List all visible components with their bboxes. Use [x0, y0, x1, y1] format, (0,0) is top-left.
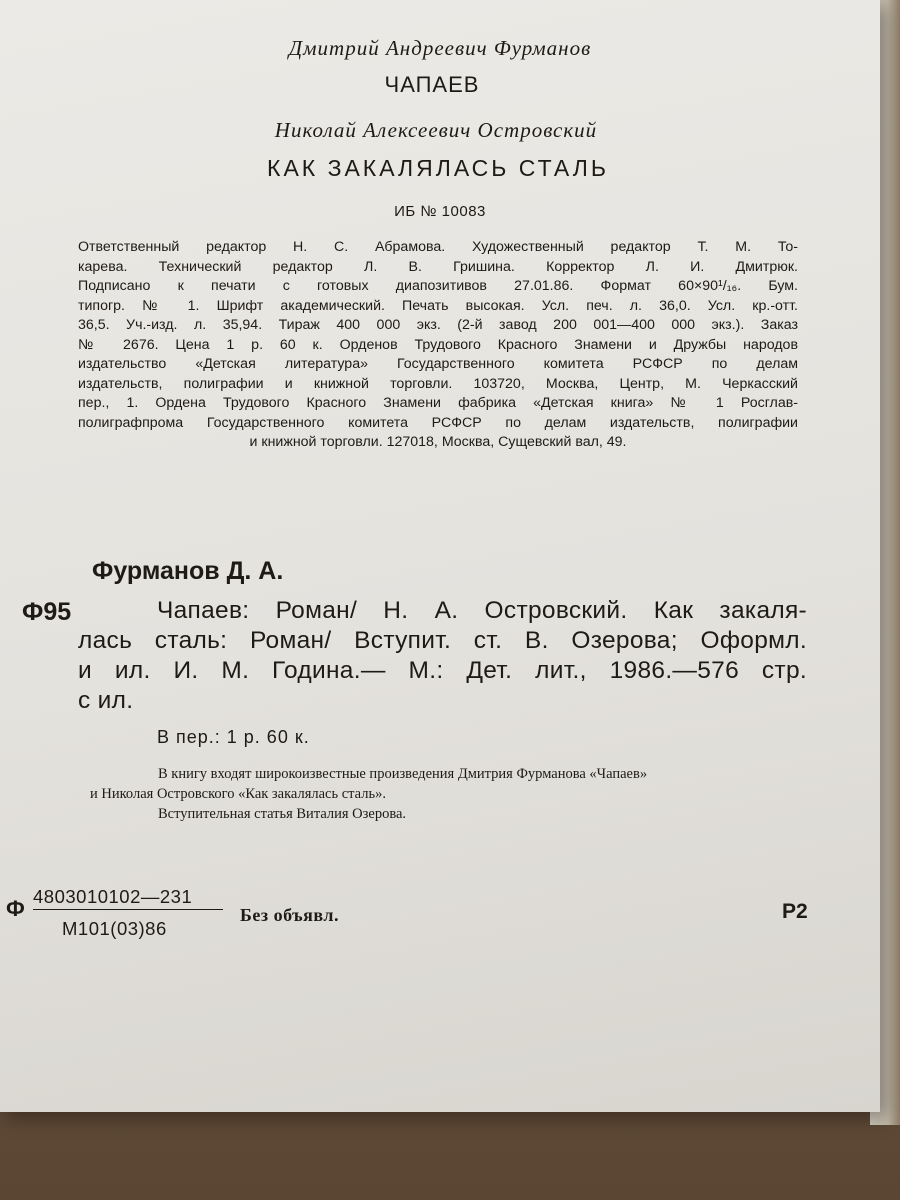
classification-code-denominator: М101(03)86 — [62, 918, 167, 939]
imprint-line: типогр. № 1. Шрифт академический. Печать высокая. Усл. печ. л. 36,0. Усл. кр.-отт. — [78, 297, 798, 314]
library-card-description — [78, 596, 807, 716]
ib-number: ИБ № 10083 — [394, 203, 486, 220]
imprint-line: полиграфпрома Государственного комитета РСФСР по делам издательств, полиграфии — [78, 414, 798, 431]
imprint-block — [78, 238, 798, 453]
imprint-line: и книжной торговли. 127018, Москва, Сущевский вал, 49. — [249, 434, 627, 450]
annotation-line: В книгу входят широкоизвестные произведения Дмитрия Фурманова «Чапаев» — [158, 766, 648, 782]
title-chapaev: ЧАПАЕВ — [384, 72, 480, 97]
annotation-line: и Николая Островского «Как закалялась сталь». — [90, 786, 386, 802]
description-line: с ил. — [78, 687, 134, 714]
r2-mark: Р2 — [782, 900, 808, 923]
description-line: и ил. И. М. Година.— М.: Дет. лит., 1986.—576 стр. — [78, 657, 807, 684]
imprint-line: издательство «Детская литература» Государственного комитета РСФСР по делам — [78, 356, 798, 372]
imprint-line: издательств, полиграфии и книжной торговли. 103720, Москва, Центр, М. Черкасский — [78, 375, 798, 392]
imprint-line: карева. Технический редактор Л. В. Гришина. Корректор Л. И. Дмитрюк. — [78, 258, 798, 275]
library-card-annotation — [90, 764, 820, 824]
imprint-line: Подписано к печати с готовых диапозитивов 27.01.86. Формат 60×90¹/₁₆. Бум. — [78, 278, 798, 294]
library-card-author: Фурманов Д. А. — [92, 557, 284, 585]
imprint-line: № 2676. Цена 1 р. 60 к. Орденов Трудового Красного Знамени и Дружбы народов — [78, 336, 798, 353]
imprint-line: Ответственный редактор Н. С. Абрамова. Художественный редактор Т. М. То- — [78, 239, 798, 255]
title-how-steel-was-tempered: КАК ЗАКАЛЯЛАСЬ СТАЛЬ — [267, 155, 609, 181]
description-line: лась сталь: Роман/ Вступит. ст. В. Озерова; Оформл. — [78, 627, 807, 654]
library-card-price: В пер.: 1 р. 60 к. — [157, 727, 310, 747]
description-line: Чапаев: Роман/ Н. А. Островский. Как закаля- — [157, 597, 807, 624]
classification-code-numerator: 4803010102—231 — [33, 886, 223, 910]
author-furmanov: Дмитрий Андреевич Фурманов — [288, 36, 592, 60]
annotation-line: Вступительная статья Виталия Озерова. — [158, 806, 407, 822]
imprint-line: 36,5. Уч.-изд. л. 35,94. Тираж 400 000 экз. (2-й завод 200 001—400 000 экз.). Заказ — [78, 317, 798, 333]
classification-code-letter: Ф — [6, 896, 25, 921]
author-ostrovsky: Николай Алексеевич Островский — [274, 118, 598, 142]
no-announcement-note: Без объявл. — [240, 905, 339, 925]
library-card-index: Ф95 — [22, 598, 72, 626]
imprint-line: пер., 1. Ордена Трудового Красного Знамени фабрика «Детская книга» № 1 Росглав- — [78, 395, 798, 411]
